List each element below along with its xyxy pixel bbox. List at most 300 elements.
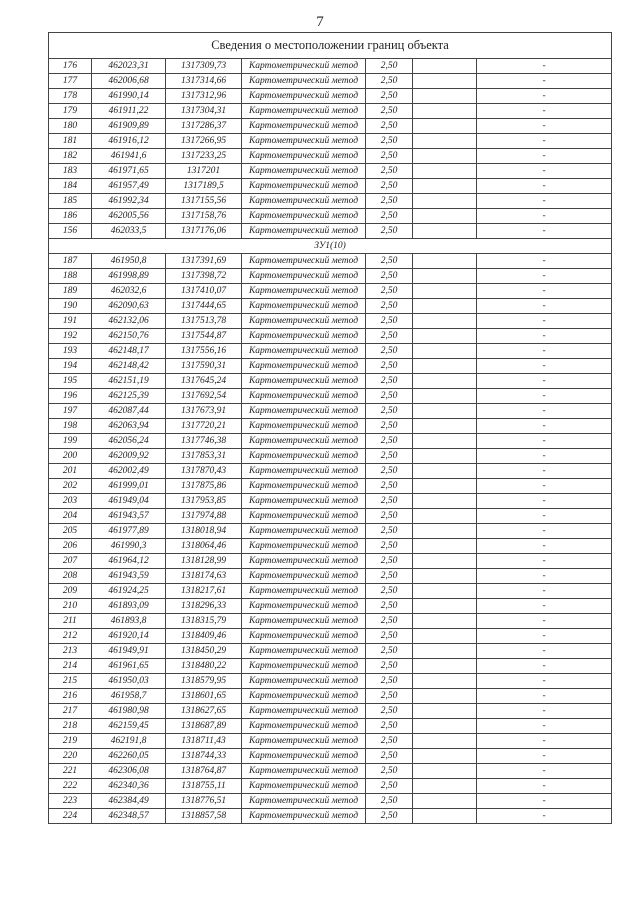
table-row [49,164,612,179]
method: Картометрический метод [242,509,366,524]
y-coordinate: 1317391,69 [166,254,242,269]
empty-cell [413,179,477,194]
point-number: 205 [49,524,92,539]
method: Картометрический метод [242,704,366,719]
empty-cell [413,359,477,374]
x-coordinate: 461990,14 [92,89,166,104]
y-coordinate: 1318064,46 [166,539,242,554]
empty-cell [413,224,477,239]
table-row [49,614,612,629]
point-number: 191 [49,314,92,329]
empty-cell [413,434,477,449]
description: - [477,254,612,269]
point-number: 176 [49,59,92,74]
table-row [49,314,612,329]
table-row [49,344,612,359]
y-coordinate: 1317590,31 [166,359,242,374]
point-number: 177 [49,74,92,89]
method: Картометрический метод [242,554,366,569]
point-number: 202 [49,479,92,494]
y-coordinate: 1317286,37 [166,119,242,134]
accuracy: 2,50 [366,134,413,149]
table-row [49,254,612,269]
x-coordinate: 462005,56 [92,209,166,224]
empty-cell [413,779,477,794]
table-row [49,74,612,89]
x-coordinate: 461941,6 [92,149,166,164]
y-coordinate: 1318579,95 [166,674,242,689]
y-coordinate: 1317312,96 [166,89,242,104]
x-coordinate: 461924,25 [92,584,166,599]
table-row [49,569,612,584]
point-number: 196 [49,389,92,404]
description: - [477,449,612,464]
page-number: 7 [316,14,324,30]
x-coordinate: 461964,12 [92,554,166,569]
empty-cell [413,749,477,764]
empty-cell [413,629,477,644]
x-coordinate: 461971,65 [92,164,166,179]
accuracy: 2,50 [366,659,413,674]
y-coordinate: 1318480,22 [166,659,242,674]
accuracy: 2,50 [366,404,413,419]
empty-cell [413,764,477,779]
accuracy: 2,50 [366,629,413,644]
table-row [49,299,612,314]
table-row [49,179,612,194]
accuracy: 2,50 [366,479,413,494]
method: Картометрический метод [242,119,366,134]
method: Картометрический метод [242,104,366,119]
point-number: 201 [49,464,92,479]
accuracy: 2,50 [366,614,413,629]
empty-cell [413,659,477,674]
point-number: 219 [49,734,92,749]
point-number: 182 [49,149,92,164]
accuracy: 2,50 [366,734,413,749]
section-row [49,239,612,254]
empty-cell [413,704,477,719]
table-row [49,359,612,374]
empty-cell [413,314,477,329]
method: Картометрический метод [242,149,366,164]
table-row [49,194,612,209]
method: Картометрический метод [242,179,366,194]
table-row [49,209,612,224]
x-coordinate: 462151,19 [92,374,166,389]
accuracy: 2,50 [366,779,413,794]
description: - [477,89,612,104]
table-row [49,764,612,779]
x-coordinate: 462132,06 [92,314,166,329]
point-number: 209 [49,584,92,599]
empty-cell [413,449,477,464]
point-number: 179 [49,104,92,119]
empty-cell [413,119,477,134]
x-coordinate: 461961,65 [92,659,166,674]
method: Картометрический метод [242,629,366,644]
empty-cell [413,149,477,164]
description: - [477,329,612,344]
table-row [49,674,612,689]
accuracy: 2,50 [366,59,413,74]
description: - [477,554,612,569]
x-coordinate: 462306,08 [92,764,166,779]
method: Картометрический метод [242,329,366,344]
accuracy: 2,50 [366,464,413,479]
method: Картометрический метод [242,494,366,509]
method: Картометрический метод [242,194,366,209]
empty-cell [413,269,477,284]
table-row [49,629,612,644]
x-coordinate: 462348,57 [92,809,166,824]
method: Картометрический метод [242,59,366,74]
point-number: 218 [49,719,92,734]
x-coordinate: 461980,98 [92,704,166,719]
point-number: 181 [49,134,92,149]
empty-cell [413,389,477,404]
method: Картометрический метод [242,809,366,824]
description: - [477,659,612,674]
table-row [49,404,612,419]
table-row [49,329,612,344]
accuracy: 2,50 [366,494,413,509]
x-coordinate: 461949,91 [92,644,166,659]
x-coordinate: 462056,24 [92,434,166,449]
method: Картометрический метод [242,374,366,389]
point-number: 206 [49,539,92,554]
accuracy: 2,50 [366,209,413,224]
empty-cell [413,614,477,629]
description: - [477,389,612,404]
accuracy: 2,50 [366,269,413,284]
description: - [477,59,612,74]
y-coordinate: 1317201 [166,164,242,179]
x-coordinate: 462063,94 [92,419,166,434]
accuracy: 2,50 [366,539,413,554]
description: - [477,569,612,584]
method: Картометрический метод [242,419,366,434]
method: Картометрический метод [242,569,366,584]
method: Картометрический метод [242,134,366,149]
table-row [49,554,612,569]
description: - [477,284,612,299]
x-coordinate: 462340,36 [92,779,166,794]
accuracy: 2,50 [366,119,413,134]
method: Картометрический метод [242,449,366,464]
point-number: 200 [49,449,92,464]
description: - [477,749,612,764]
y-coordinate: 1317176,06 [166,224,242,239]
table-row [49,689,612,704]
description: - [477,224,612,239]
accuracy: 2,50 [366,794,413,809]
point-number: 192 [49,329,92,344]
accuracy: 2,50 [366,149,413,164]
table-row [49,464,612,479]
accuracy: 2,50 [366,194,413,209]
accuracy: 2,50 [366,434,413,449]
description: - [477,719,612,734]
point-number: 195 [49,374,92,389]
description: - [477,74,612,89]
empty-cell [413,254,477,269]
accuracy: 2,50 [366,329,413,344]
description: - [477,509,612,524]
x-coordinate: 462002,49 [92,464,166,479]
description: - [477,524,612,539]
y-coordinate: 1318018,94 [166,524,242,539]
method: Картометрический метод [242,209,366,224]
method: Картометрический метод [242,389,366,404]
y-coordinate: 1318217,61 [166,584,242,599]
point-number: 187 [49,254,92,269]
y-coordinate: 1318857,58 [166,809,242,824]
description: - [477,539,612,554]
table-row [49,434,612,449]
table-row [49,524,612,539]
method: Картометрический метод [242,614,366,629]
method: Картометрический метод [242,644,366,659]
empty-cell [413,539,477,554]
accuracy: 2,50 [366,314,413,329]
method: Картометрический метод [242,314,366,329]
y-coordinate: 1317673,91 [166,404,242,419]
table-row [49,104,612,119]
method: Картометрический метод [242,359,366,374]
x-coordinate: 461950,8 [92,254,166,269]
y-coordinate: 1318764,87 [166,764,242,779]
y-coordinate: 1317233,25 [166,149,242,164]
accuracy: 2,50 [366,599,413,614]
empty-cell [413,479,477,494]
method: Картометрический метод [242,734,366,749]
y-coordinate: 1318601,65 [166,689,242,704]
empty-cell [413,524,477,539]
accuracy: 2,50 [366,299,413,314]
empty-cell [413,689,477,704]
y-coordinate: 1318711,43 [166,734,242,749]
point-number: 207 [49,554,92,569]
description: - [477,764,612,779]
method: Картометрический метод [242,344,366,359]
y-coordinate: 1317746,38 [166,434,242,449]
description: - [477,194,612,209]
accuracy: 2,50 [366,359,413,374]
x-coordinate: 461893,8 [92,614,166,629]
y-coordinate: 1318776,51 [166,794,242,809]
y-coordinate: 1317645,24 [166,374,242,389]
accuracy: 2,50 [366,524,413,539]
point-number: 210 [49,599,92,614]
description: - [477,779,612,794]
x-coordinate: 461950,03 [92,674,166,689]
method: Картометрический метод [242,779,366,794]
table-row [49,779,612,794]
point-number: 199 [49,434,92,449]
accuracy: 2,50 [366,554,413,569]
point-number: 184 [49,179,92,194]
empty-cell [413,554,477,569]
point-number: 178 [49,89,92,104]
point-number: 203 [49,494,92,509]
description: - [477,734,612,749]
method: Картометрический метод [242,404,366,419]
y-coordinate: 1317158,76 [166,209,242,224]
accuracy: 2,50 [366,719,413,734]
point-number: 188 [49,269,92,284]
empty-cell [413,809,477,824]
description: - [477,209,612,224]
method: Картометрический метод [242,659,366,674]
empty-cell [413,329,477,344]
description: - [477,629,612,644]
y-coordinate: 1317444,65 [166,299,242,314]
x-coordinate: 461909,89 [92,119,166,134]
y-coordinate: 1318296,33 [166,599,242,614]
x-coordinate: 462090,63 [92,299,166,314]
accuracy: 2,50 [366,179,413,194]
method: Картометрический метод [242,764,366,779]
method: Картометрический метод [242,599,366,614]
table-row [49,584,612,599]
y-coordinate: 1317953,85 [166,494,242,509]
table-row [49,134,612,149]
description: - [477,314,612,329]
table-row [49,719,612,734]
method: Картометрический метод [242,479,366,494]
description: - [477,419,612,434]
table-title: Сведения о местоположении границ объекта [49,33,612,59]
table-row [49,539,612,554]
table-body [49,33,612,824]
accuracy: 2,50 [366,584,413,599]
description: - [477,809,612,824]
y-coordinate: 1318315,79 [166,614,242,629]
empty-cell [413,374,477,389]
table-row [49,224,612,239]
point-number: 220 [49,749,92,764]
table-row [49,374,612,389]
point-number: 156 [49,224,92,239]
accuracy: 2,50 [366,284,413,299]
boundary-coordinates-table [48,32,612,824]
point-number: 185 [49,194,92,209]
empty-cell [413,734,477,749]
x-coordinate: 461893,09 [92,599,166,614]
description: - [477,599,612,614]
y-coordinate: 1318128,99 [166,554,242,569]
x-coordinate: 461949,04 [92,494,166,509]
x-coordinate: 462191,8 [92,734,166,749]
y-coordinate: 1317410,07 [166,284,242,299]
point-number: 180 [49,119,92,134]
point-number: 212 [49,629,92,644]
method: Картометрический метод [242,299,366,314]
y-coordinate: 1317266,95 [166,134,242,149]
description: - [477,359,612,374]
method: Картометрический метод [242,254,366,269]
description: - [477,119,612,134]
y-coordinate: 1317720,21 [166,419,242,434]
y-coordinate: 1317692,54 [166,389,242,404]
empty-cell [413,674,477,689]
point-number: 186 [49,209,92,224]
description: - [477,794,612,809]
method: Картометрический метод [242,224,366,239]
method: Картометрический метод [242,584,366,599]
empty-cell [413,74,477,89]
y-coordinate: 1318409,46 [166,629,242,644]
y-coordinate: 1317853,31 [166,449,242,464]
empty-cell [413,404,477,419]
description: - [477,464,612,479]
table-row [49,704,612,719]
method: Картометрический метод [242,434,366,449]
y-coordinate: 1318450,29 [166,644,242,659]
empty-cell [413,644,477,659]
empty-cell [413,584,477,599]
accuracy: 2,50 [366,689,413,704]
description: - [477,104,612,119]
description: - [477,689,612,704]
y-coordinate: 1317155,56 [166,194,242,209]
empty-cell [413,494,477,509]
y-coordinate: 1317870,43 [166,464,242,479]
description: - [477,344,612,359]
table-row [49,659,612,674]
table-row [49,749,612,764]
empty-cell [413,134,477,149]
point-number: 213 [49,644,92,659]
point-number: 216 [49,689,92,704]
description: - [477,584,612,599]
point-number: 222 [49,779,92,794]
table-row [49,59,612,74]
table-row [49,449,612,464]
x-coordinate: 461990,3 [92,539,166,554]
description: - [477,374,612,389]
description: - [477,434,612,449]
accuracy: 2,50 [366,509,413,524]
y-coordinate: 1318744,33 [166,749,242,764]
accuracy: 2,50 [366,749,413,764]
table-row [49,644,612,659]
method: Картометрический метод [242,689,366,704]
table-row [49,734,612,749]
method: Картометрический метод [242,164,366,179]
x-coordinate: 462032,6 [92,284,166,299]
point-number: 211 [49,614,92,629]
x-coordinate: 462384,49 [92,794,166,809]
x-coordinate: 461911,22 [92,104,166,119]
empty-cell [413,299,477,314]
empty-cell [413,284,477,299]
empty-cell [413,599,477,614]
y-coordinate: 1317556,16 [166,344,242,359]
x-coordinate: 462159,45 [92,719,166,734]
point-number: 221 [49,764,92,779]
y-coordinate: 1318174,63 [166,569,242,584]
x-coordinate: 462260,05 [92,749,166,764]
point-number: 194 [49,359,92,374]
x-coordinate: 462125,39 [92,389,166,404]
x-coordinate: 461977,89 [92,524,166,539]
accuracy: 2,50 [366,164,413,179]
empty-cell [413,104,477,119]
method: Картометрический метод [242,719,366,734]
point-number: 183 [49,164,92,179]
